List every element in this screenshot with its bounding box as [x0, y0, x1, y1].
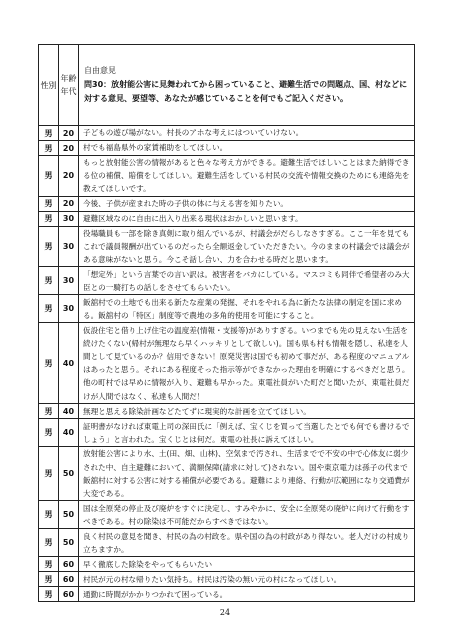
sex-cell: 男	[39, 323, 59, 404]
opinion-cell: 仮設住宅と借り上げ住宅の温度差(情報・支援等)がありすぎる。いつまでも先の見えない生活を続けたくない(帰村が無理なら早くハッキリとして欲しい)。国も県も村も情報を隠し、私達を人間として見ているのか？信用できない！原発災害は国でも初めて事だが、ある程度のマニュアルはあったと思う。それにある程度そった指示等ができなかった理由を明確にするべきだと思う。他の町村では早めに情報が入り、避難も早かった。東電社員がいた町だと聞いたが、東電社員だけが人間ではなく、私達も人間だ！	[79, 323, 415, 404]
opinion-cell: 良く村民の意見を聞き、村民の為の村政を。県や国の為の村政があり得ない。老人だけの村成り立ちますか。	[79, 529, 415, 557]
opinion-cell: 証明書がなければ東電上司の深田氏に「例えば、宝くじを買って当選したとでも何でも書けるでしょう」と言われた。宝くじとは何だ。東電の社長に訴えてほしい。	[79, 419, 415, 447]
age-cell: 50	[59, 501, 79, 529]
age-cell: 60	[59, 587, 79, 602]
table-row	[39, 447, 415, 501]
opinion-cell: 通勤に時間がかかりつかれて困っている。	[79, 587, 415, 602]
opinion-cell: 無理と思える除染計画などたてずに現実的な計画を立ててほしい。	[79, 404, 415, 419]
table-row	[39, 572, 415, 587]
table-row	[39, 267, 415, 295]
opinion-cell: 放射能公害により水、土(田、畑、山林)、空気まで汚され、生活までで不安の中で心体友に弱少された中、自主避難において、満額保障(請求に対して)されない。国や東京電力は孫子の代まで飯舘村に対する公害に対する補償が必要である。避難により連絡、行動が広範囲になり交通費が大変である。	[79, 447, 415, 501]
table-row	[39, 141, 415, 156]
sex-cell: 男	[39, 557, 59, 572]
header-sex: 性別	[39, 45, 59, 126]
sex-cell: 男	[39, 126, 59, 141]
age-cell: 20	[59, 196, 79, 211]
opinion-cell: 「想定外」という言葉での言い訳は。被害者をバカにしている。マスコミも同伴で希望者のみ大臣との一騎打ちの話しをさせてもらいたい。	[79, 267, 415, 295]
table-row	[39, 557, 415, 572]
table-row	[39, 226, 415, 267]
sex-cell: 男	[39, 419, 59, 447]
age-cell: 40	[59, 419, 79, 447]
opinion-cell: 子どもの遊び場がない。村長のアホな考えにはついていけない。	[79, 126, 415, 141]
age-cell: 30	[59, 211, 79, 226]
age-cell: 30	[59, 267, 79, 295]
sex-cell: 男	[39, 501, 59, 529]
opinion-cell: 役場職員も一部を除き真剣に取り組んでいるが、村議会がだらしなさすぎる。ここ一年を見てもこれで議員報酬が出ているのだったら全額返金していただきたい。今のままの村議会では議会がある意味がないと思う。今こそ話し合い、力を合わせる時だと思います。	[79, 226, 415, 267]
table-row	[39, 196, 415, 211]
table-body	[39, 126, 415, 602]
sex-cell: 男	[39, 156, 59, 197]
age-cell: 60	[59, 572, 79, 587]
sex-cell: 男	[39, 295, 59, 323]
survey-page	[38, 44, 414, 602]
header-opinion	[79, 45, 415, 126]
age-cell: 30	[59, 226, 79, 267]
sex-cell: 男	[39, 447, 59, 501]
sex-cell: 男	[39, 196, 59, 211]
sex-cell: 男	[39, 141, 59, 156]
opinion-cell: 村民が元の村な帰りたい気持ち。村民は汚染の無い元の村になってほしい。	[79, 572, 415, 587]
age-cell: 20	[59, 156, 79, 197]
header-title: 自由意見	[84, 66, 116, 75]
sex-cell: 男	[39, 267, 59, 295]
sex-cell: 男	[39, 572, 59, 587]
sex-cell: 男	[39, 404, 59, 419]
sex-cell: 男	[39, 587, 59, 602]
header-question: 問30：放射能公害に見舞われてから困っていること、避難生活での問題点、国、村などに対する意見、要望等、あなたが感じていることを何でもご記入ください。	[84, 80, 408, 103]
table-row	[39, 323, 415, 404]
sex-cell: 男	[39, 226, 59, 267]
table-row	[39, 419, 415, 447]
table-row	[39, 211, 415, 226]
table-row	[39, 126, 415, 141]
header-age: 年齢年代	[59, 45, 79, 126]
sex-cell: 男	[39, 211, 59, 226]
table-row	[39, 295, 415, 323]
opinion-cell: 村でも福島県外の家賃補助をしてほしい。	[79, 141, 415, 156]
age-cell: 30	[59, 295, 79, 323]
opinion-cell: 国は全原発の停止及び廃炉をすぐに決定し、すみやかに、安全に全原発の廃炉に向けて行動をすべきである。村の除染は不可能だからすべきではない。	[79, 501, 415, 529]
free-opinion-table	[38, 44, 415, 602]
opinion-cell: 早く徹底した除染をやってもらいたい	[79, 557, 415, 572]
table-row	[39, 501, 415, 529]
opinion-cell: 今後、子供が産まれた時の子供の体に与える害を知りたい。	[79, 196, 415, 211]
opinion-cell: 避難区域なのに自由に出入り出来る現状はおかしいと思います。	[79, 211, 415, 226]
opinion-cell: もっと放射能公害の情報があると色々な考え方ができる。避難生活でほしいことはまた納得できる位の補償、賠償をしてほしい。避難生活をしている村民の交流や情報交換のためにも連絡先を教えてほしいです。	[79, 156, 415, 197]
page-number: 24	[219, 608, 231, 617]
age-cell: 60	[59, 557, 79, 572]
age-cell: 20	[59, 126, 79, 141]
age-cell: 50	[59, 447, 79, 501]
table-row	[39, 529, 415, 557]
age-cell: 50	[59, 529, 79, 557]
table-header-row	[39, 45, 415, 126]
age-cell: 20	[59, 141, 79, 156]
sex-cell: 男	[39, 529, 59, 557]
table-row	[39, 156, 415, 197]
age-cell: 40	[59, 323, 79, 404]
table-row	[39, 404, 415, 419]
opinion-cell: 飯舘村での土地でも出来る新たな産業の発掘、それをやれる為に新たな法律の制定を国に求める。飯舘村の「特区」制度等で農地の多角的使用を可能にすること。	[79, 295, 415, 323]
age-cell: 40	[59, 404, 79, 419]
table-row	[39, 587, 415, 602]
